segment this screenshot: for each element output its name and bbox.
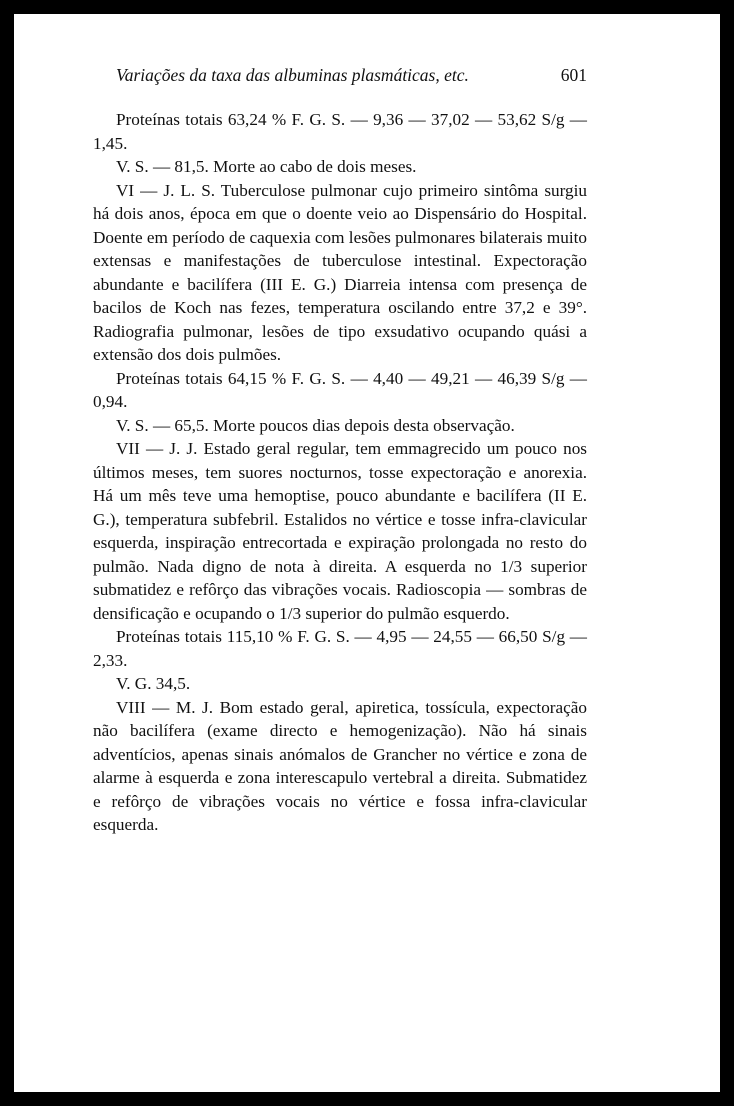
- document-page: [14, 14, 720, 1092]
- paragraph-4: Proteínas totais 64,15 % F. G. S. — 4,40 — 49,21 — 46,39 S/g — 0,94.: [93, 368, 587, 411]
- paragraph-9: VIII — M. J. Bom estado geral, apiretica, tossícula, expectoração não bacilífera (exame directo e hemogenização). Não há sinais adventícios, apenas sinais anómalos de Grancher no vértice e zona de alarme à esquerda e zona interescapulo vertebral a direita. Submatidez e refôrço de vibrações vocais no vértice e fossa infra-clavicular esquerda.: [93, 697, 587, 834]
- paragraph-8: V. G. 34,5.: [116, 674, 191, 693]
- paragraph-6: VII — J. J. Estado geral regular, tem emmagrecido um pouco nos últimos meses, tem suores nocturnos, tosse expectoração e anorexia. Há um mês teve uma hemoptise, pouco abundante e bacilífera (II E. G.), temperatura subfebril. Estalidos no vértice e tosse infra-clavicular esquerda, inspiração entrecortada e expiração prolongada no resto do pulmão. Nada digno de nota à direita. A esquerda no 1/3 superior submatidez e refôrço das vibrações vocais. Radioscopia — sombras de densificação e ocupando o 1/3 superior do pulmão esquerdo.: [93, 439, 587, 623]
- page-content: [93, 64, 587, 837]
- page-number: 601: [560, 65, 587, 85]
- running-header: [93, 64, 587, 88]
- paragraph-2: V. S. — 81,5. Morte ao cabo de dois meses.: [116, 157, 417, 176]
- paragraph-5: V. S. — 65,5. Morte poucos dias depois desta observação.: [116, 415, 515, 435]
- running-title: Variações da taxa das albuminas plasmáticas, etc.: [116, 65, 469, 85]
- paragraph-1: Proteínas totais 63,24 % F. G. S. — 9,36 — 37,02 — 53,62 S/g — 1,45.: [93, 110, 587, 153]
- paragraph-3: VI — J. L. S. Tuberculose pulmonar cujo primeiro sintôma surgiu há dois anos, época em que o doente veio ao Dispensário do Hospital. Doente em período de caquexia com lesões pulmonares bilaterais muito extensas e manifestações de tuberculose intestinal. Expectoração abundante e bacilífera (III E. G.) Diarreia intensa com presença de bacilos de Koch nas fezes, temperatura oscilando entre 37,2 e 39°. Radiografia pulmonar, lesões de tipo exsudativo ocupando quási a extensão dos dois pulmões.: [93, 180, 587, 364]
- paragraph-7: Proteínas totais 115,10 % F. G. S. — 4,95 — 24,55 — 66,50 S/g — 2,33.: [93, 627, 587, 670]
